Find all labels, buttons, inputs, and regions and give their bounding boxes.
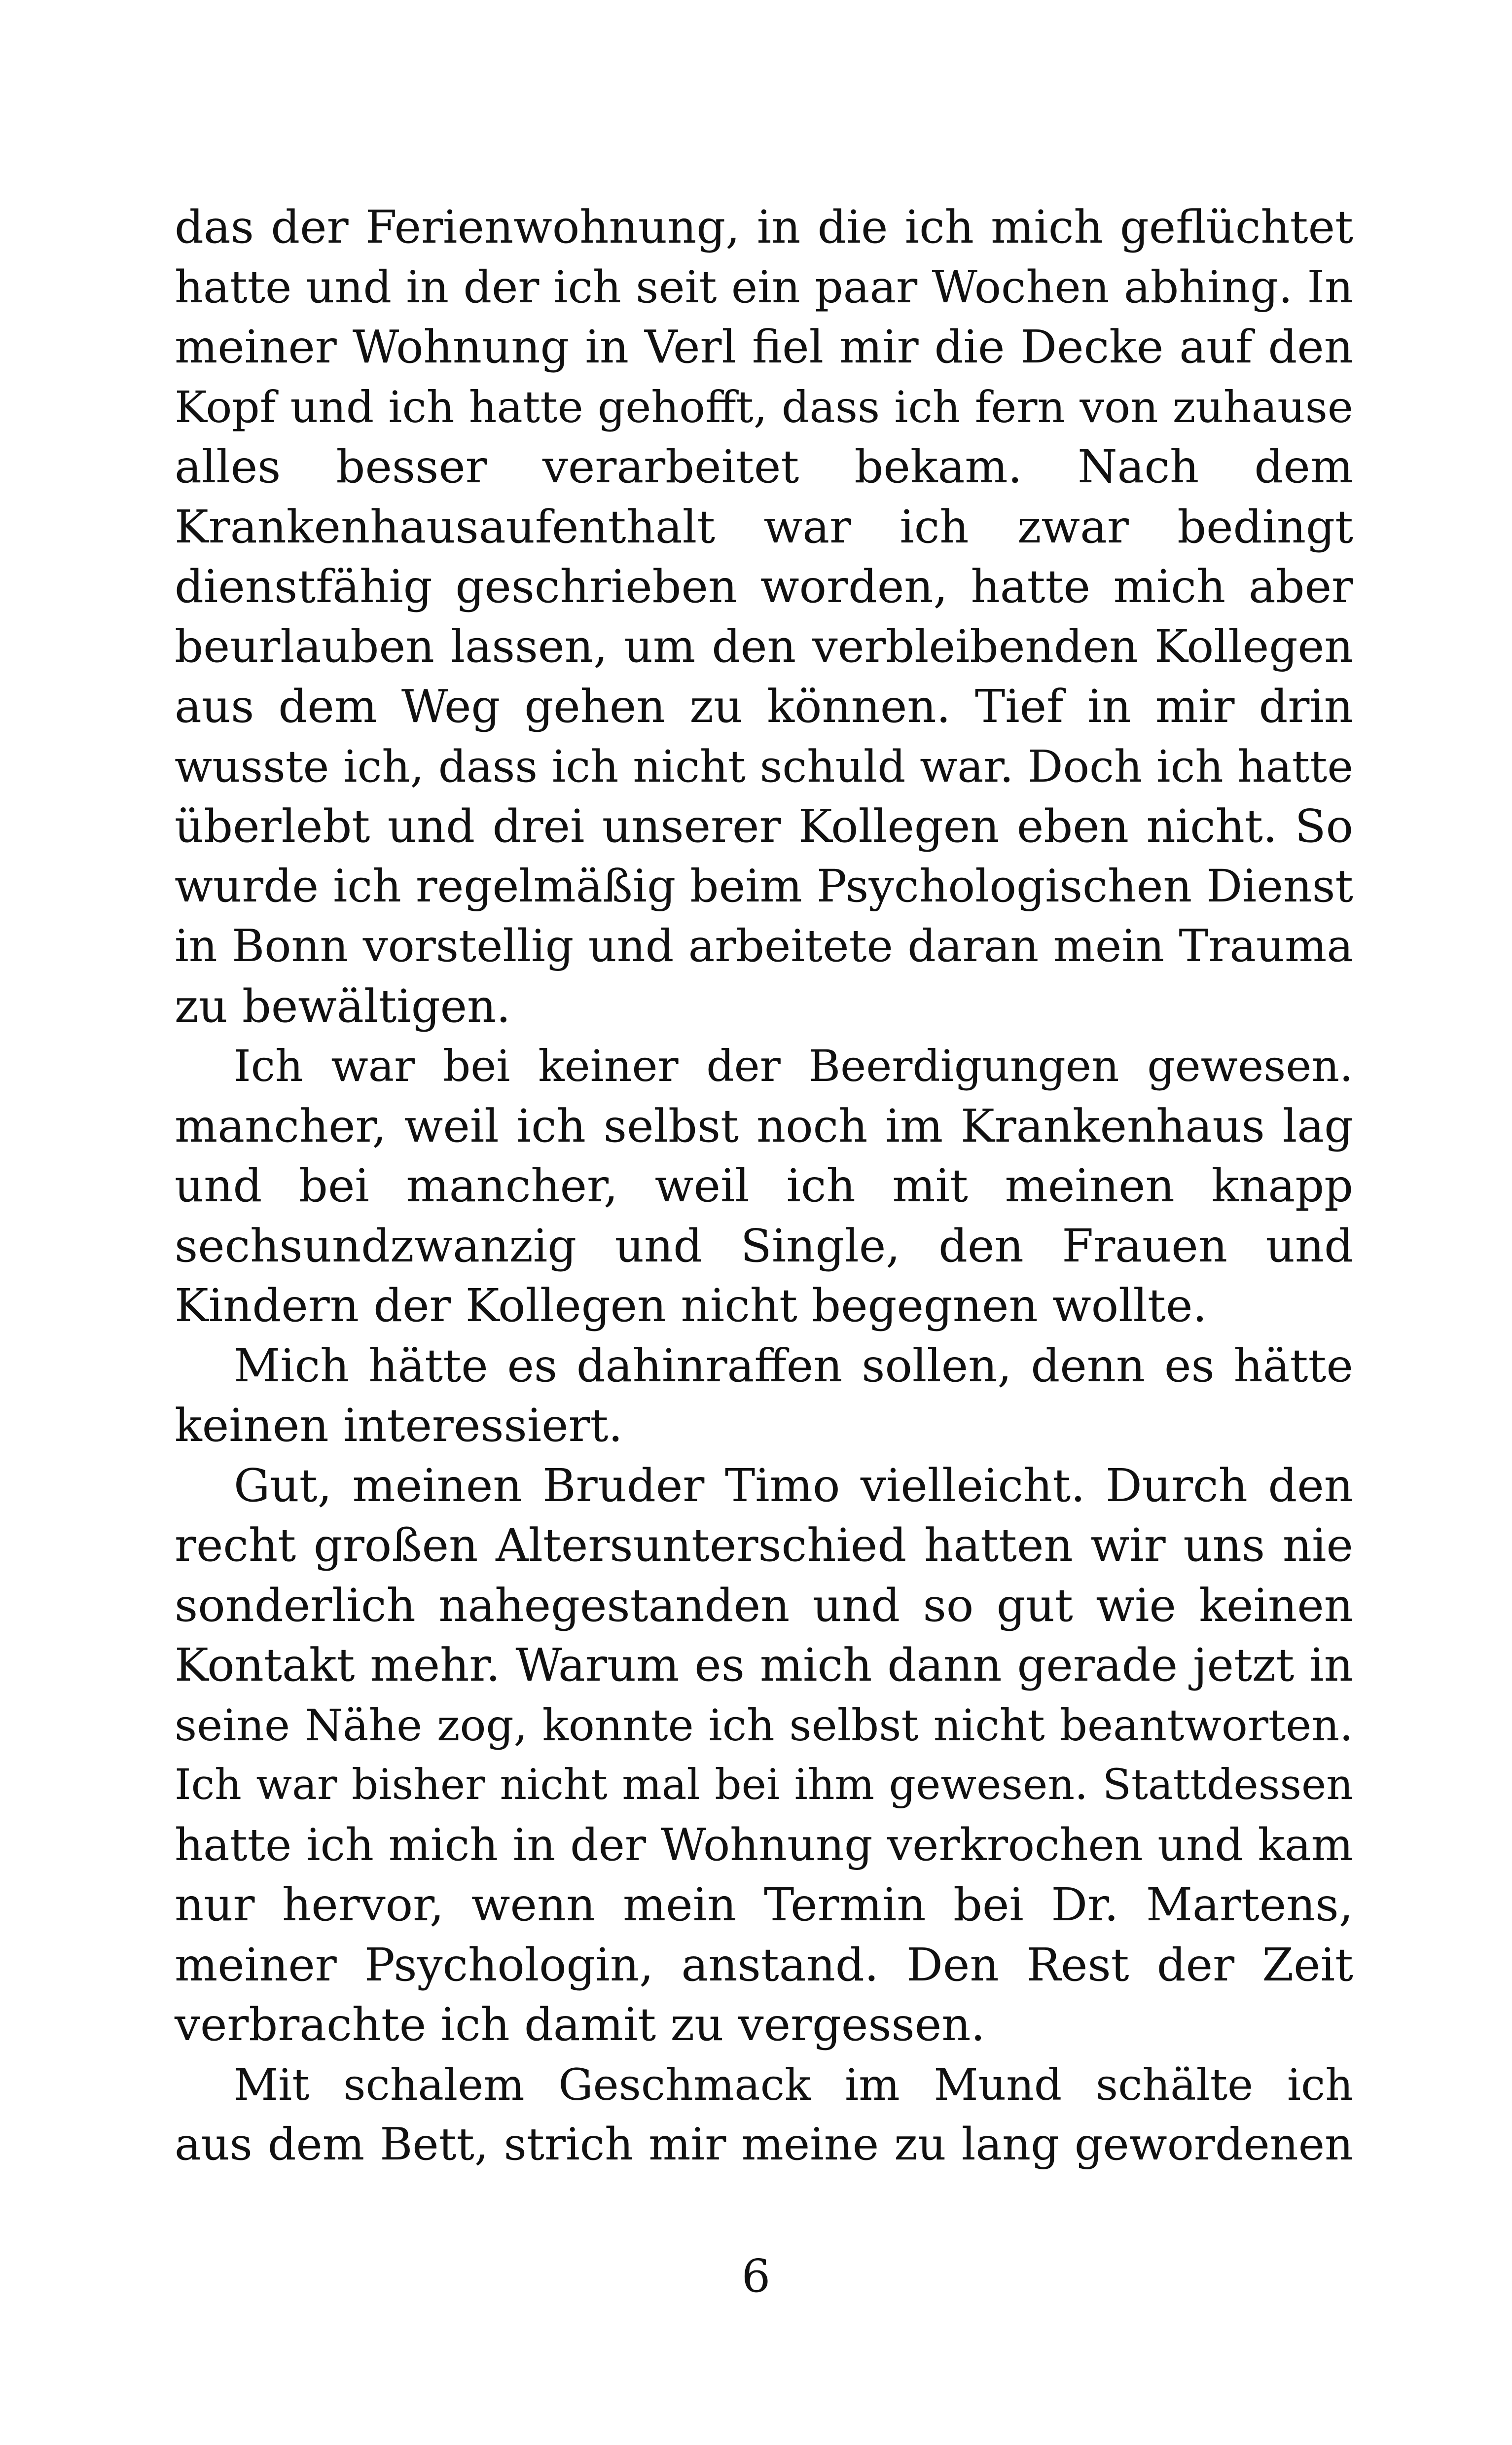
text-line: sechsundzwanzig und Single, den Frauen und <box>175 1219 1353 1272</box>
text-line: überlebt und drei unserer Kollegen eben nicht. So <box>175 800 1353 853</box>
text-line: und bei mancher, weil ich mit meinen knapp <box>175 1159 1353 1212</box>
text-line: aus dem Bett, strich mir meine zu lang gewordenen <box>175 2119 1353 2170</box>
text-line: meiner Psychologin, anstand. Den Rest der Zeit <box>175 1938 1353 1991</box>
text-line: hatte ich mich in der Wohnung verkrochen und kam <box>175 1819 1353 1871</box>
text-line: meiner Wohnung in Verl fiel mir die Decke auf den <box>175 321 1353 373</box>
text-line: recht großen Altersunterschied hatten wir uns nie <box>175 1519 1353 1572</box>
page-number: 6 <box>741 2250 771 2302</box>
text-line: Mit schalem Geschmack im Mund schälte ich <box>234 2059 1353 2110</box>
text-line: das der Ferienwohnung, in die ich mich geflüchtet <box>175 201 1353 253</box>
text-line: zu bewältigen. <box>175 979 511 1033</box>
text-line: hatte und in der ich seit ein paar Wochen abhing. In <box>175 261 1353 313</box>
text-line: aus dem Weg gehen zu können. Tief in mir drin <box>175 680 1353 733</box>
text-line: verbrachte ich damit zu vergessen. <box>175 1998 985 2051</box>
text-line: seine Nähe zog, konnte ich selbst nicht beantworten. <box>175 1699 1353 1751</box>
text-line: alles besser verarbeitet bekam. Nach dem <box>175 440 1353 493</box>
text-line: Kindern der Kollegen nicht begegnen wollte. <box>175 1279 1207 1332</box>
text-line: wusste ich, dass ich nicht schuld war. Doch ich hatte <box>175 740 1353 792</box>
text-line: Krankenhausaufenthalt war ich zwar bedingt <box>175 500 1353 553</box>
text-line: keinen interessiert. <box>175 1399 623 1452</box>
text-line: Kontakt mehr. Warum es mich dann gerade jetzt in <box>175 1639 1353 1691</box>
text-line: sonderlich nahegestanden und so gut wie keinen <box>175 1579 1353 1632</box>
text-line: Ich war bisher nicht mal bei ihm gewesen. Stattdessen <box>175 1761 1353 1809</box>
text-line: in Bonn vorstellig und arbeitete daran mein Trauma <box>175 920 1353 972</box>
text-line: mancher, weil ich selbst noch im Krankenhaus lag <box>175 1099 1353 1152</box>
text-line: Mich hätte es dahinraffen sollen, denn es hätte <box>234 1339 1353 1392</box>
text-line: beurlauben lassen, um den verbleibenden Kollegen <box>175 620 1353 673</box>
text-line: nur hervor, wenn mein Termin bei Dr. Martens, <box>175 1878 1353 1931</box>
text-line: Kopf und ich hatte gehofft, dass ich fern von zuhause <box>175 381 1353 432</box>
text-line: Ich war bei keiner der Beerdigungen gewesen. <box>234 1041 1353 1091</box>
body-text <box>175 197 1353 2175</box>
text-line: dienstfähig geschrieben worden, hatte mich aber <box>175 560 1353 613</box>
text-line: Gut, meinen Bruder Timo vielleicht. Durch den <box>234 1459 1353 1512</box>
text-line: wurde ich regelmäßig beim Psychologischen Dienst <box>175 860 1353 912</box>
